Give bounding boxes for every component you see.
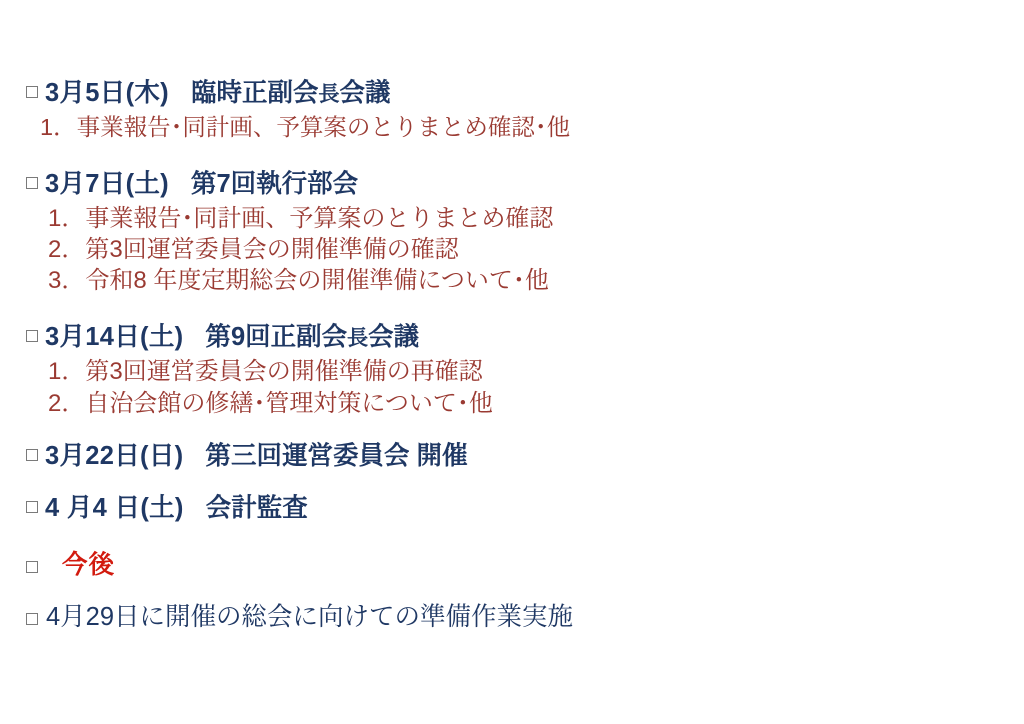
schedule-block <box>0 493 1024 523</box>
schedule-date: 3月5日(木) <box>45 79 169 107</box>
square-bullet-icon <box>26 551 38 580</box>
schedule-title <box>205 322 419 352</box>
schedule-heading <box>0 322 1024 352</box>
title-part: 会議 <box>339 79 391 107</box>
divider-space <box>0 523 1024 545</box>
schedule-heading <box>0 441 1024 471</box>
list-item: 2．第3回運営委員会の開催準備の確認 <box>48 235 459 263</box>
title-part-small: 長 <box>347 327 369 351</box>
future-note: 4月29日に開催の総会に向けての準備作業実施 <box>46 602 574 631</box>
schedule-block <box>0 169 1024 297</box>
list-item: 1．事業報告･同計画、予算案のとりまとめ確認 <box>48 204 554 232</box>
schedule-heading <box>0 169 1024 199</box>
square-bullet-icon <box>26 445 45 467</box>
title-part: 臨時正副会 <box>190 79 319 107</box>
square-bullet-icon <box>26 82 45 104</box>
schedule-block <box>0 78 1024 143</box>
schedule-block <box>0 322 1024 418</box>
divider-space <box>0 581 1024 597</box>
square-bullet-icon <box>26 603 38 632</box>
future-heading <box>0 545 1024 581</box>
schedule-subitems <box>0 356 1024 418</box>
divider-space <box>0 296 1024 322</box>
title-part-small: 長 <box>318 83 340 106</box>
schedule-subitems <box>0 203 1024 297</box>
list-item: 2．自治会館の修繕･管理対策について･他 <box>48 389 493 417</box>
schedule-date: 4 月4 日(土) <box>45 493 184 522</box>
future-label: 今後 <box>62 550 116 579</box>
schedule-subitems <box>0 112 1024 143</box>
schedule-block <box>0 441 1024 471</box>
square-bullet-icon <box>26 173 45 195</box>
divider-space <box>0 143 1024 169</box>
title-part: 第9回正副会 <box>205 323 348 352</box>
schedule-title: 第三回運営委員会 開催 <box>205 441 468 470</box>
square-bullet-icon <box>26 497 45 519</box>
schedule-heading <box>0 493 1024 523</box>
title-part: 会議 <box>368 323 420 352</box>
divider-space <box>0 419 1024 441</box>
future-note-row <box>0 597 1024 633</box>
schedule-title <box>191 78 391 108</box>
schedule-title: 第7回執行部会 <box>190 169 359 198</box>
schedule-title: 会計監査 <box>205 493 308 522</box>
divider-space <box>0 471 1024 493</box>
square-bullet-icon <box>26 326 45 348</box>
list-item: 1．事業報告･同計画、予算案のとりまとめ確認･他 <box>40 114 571 141</box>
schedule-heading <box>0 78 1024 108</box>
list-item: 3．令和8 年度定期総会の開催準備について･他 <box>48 267 549 295</box>
list-item: 1．第3回運営委員会の開催準備の再確認 <box>48 358 483 386</box>
schedule-date: 3月14日(土) <box>45 323 184 352</box>
schedule-date: 3月22日(日) <box>45 441 184 470</box>
schedule-date: 3月7日(土) <box>45 169 169 198</box>
